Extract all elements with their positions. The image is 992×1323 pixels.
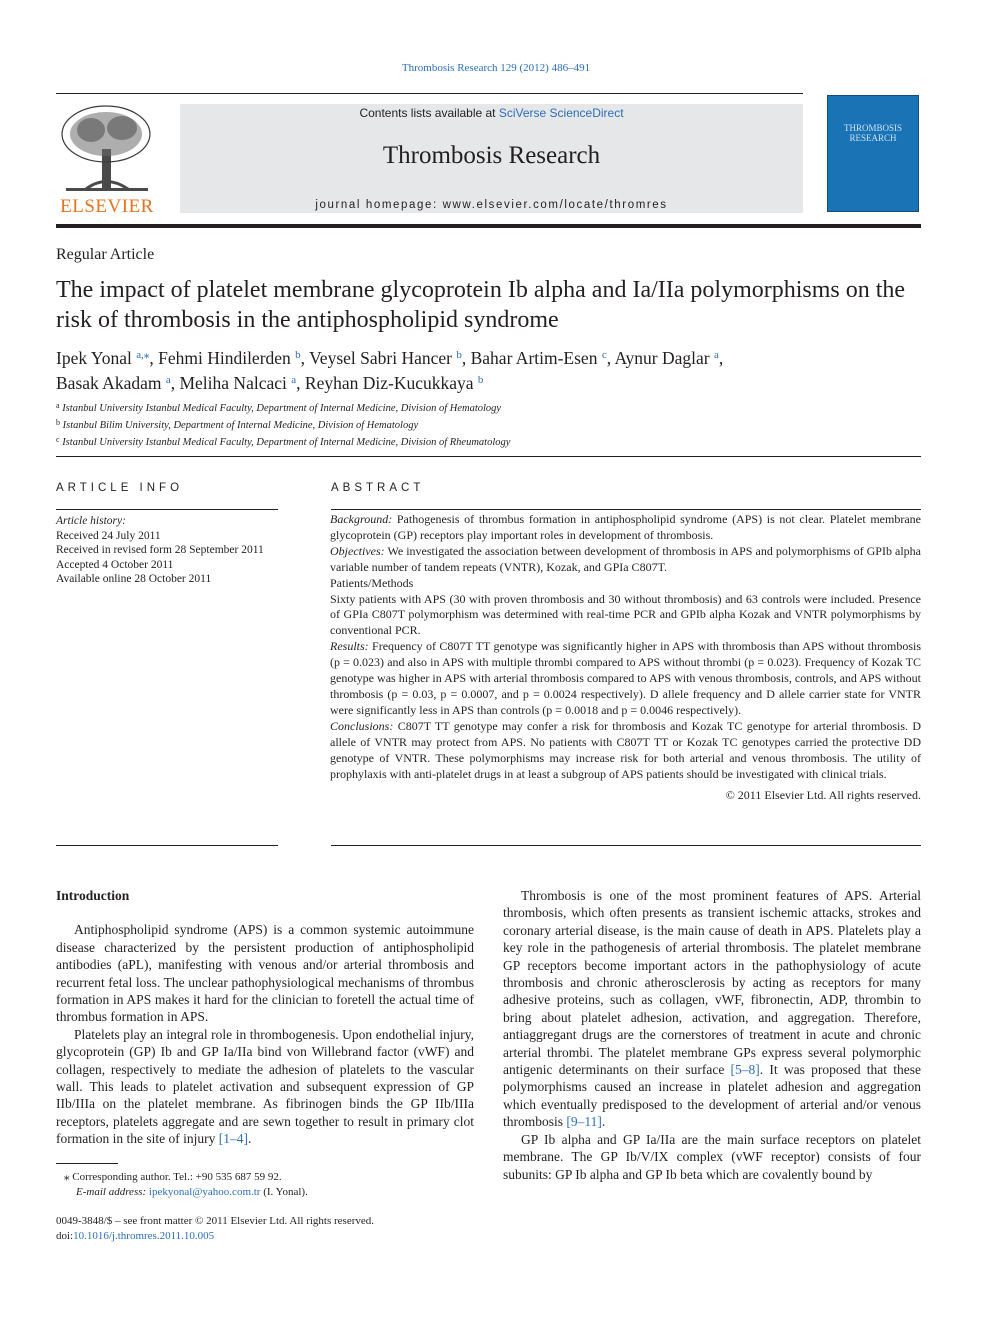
email-label: E-mail address: xyxy=(76,1186,147,1198)
doi-line xyxy=(56,1229,374,1244)
contents-prefix: Contents lists available at xyxy=(359,106,499,120)
doi-link[interactable]: 10.1016/j.thromres.2011.10.005 xyxy=(73,1229,215,1242)
objectives-text: We investigated the association between development of thrombosis in APS and polymorphisms of GPIb alpha variable number of tandem repeats (VNTR), Kozak, and GPIa C807T. xyxy=(330,543,921,574)
journal-name: Thrombosis Research xyxy=(382,142,601,169)
author-list: Ipek Yonal $^{a,⁎}$, Fehmi Hindilerden $^b$, Veysel Sabri Hancer $^b$, Bahar Artim-Esen $^c$, Aynur Daglar $^a$, Basak Akadam $^a$, Meliha Nalcaci $^a$, Reyhan Diz-Kucukkaya $^b$ xyxy=(56,348,724,393)
email-link[interactable]: ipekyonal@yahoo.com.tr xyxy=(148,1186,261,1198)
conclusions-label: Conclusions: xyxy=(330,718,394,733)
affiliation: $^a$ Istanbul University Istanbul Medical Faculty, Department of Internal Medicine, Division of Hematology xyxy=(56,401,502,414)
affiliations xyxy=(56,399,921,450)
issn-line: 0049-3848/$ – see front matter © 2011 Elsevier Ltd. All rights reserved. xyxy=(56,1215,375,1227)
author-name: Meliha Nalcaci xyxy=(179,373,292,393)
email-suffix: (I. Yonal). xyxy=(260,1186,308,1198)
paragraph-text: Thrombosis is one of the most prominent features of APS. Arterial thrombosis, which often presents as transient ischemic attacks, strokes and coronary arterial disease, is the main cause of death in APS. Platelets play a key role in the pathogenesis of arterial thrombosis. The platelet membrane GP receptors become important actors in the pathophysiology of acute thrombosis and chronic atherosclerosis by acting as receptors for many adhesive proteins, such as collagen, vWF, fibronectin, ADP, thrombin to bring about platelet adhesion, activation, and aggregation. Therefore, antiaggregant drugs are the cornerstores of treatment in acute and chronic arterial thrombi. The platelet membrane GPs express several polymorphic antigenic determinants on their surface xyxy=(503,888,921,1078)
elsevier-wordmark: ELSEVIER xyxy=(60,196,154,217)
affiliation-mark: a xyxy=(56,401,60,410)
author-name: Ipek Yonal xyxy=(56,348,137,368)
journal-cover-image xyxy=(827,95,919,212)
divider xyxy=(331,845,921,846)
paragraph: Thrombosis is one of the most prominent features of APS. Arterial thrombosis, which often presents as transient ischemic attacks, strokes and coronary arterial disease, is the main cause of death in APS. Platelets play a key role in the pathogenesis of arterial thrombosis. The platelet membrane GP receptors become important actors in the pathophysiology of acute thrombosis and chronic atherosclerosis by acting as receptors for many adhesive proteins, such as collagen, vWF, fibronectin, ADP, thrombin to bring about platelet adhesion, activation, and aggregation. Therefore, antiaggregant drugs are the cornerstores of treatment in acute and chronic arterial thrombi. The platelet membrane GPs express several polymorphic antigenic determinants on their surface [5–8]. It was proposed that these polymorphisms caused an increase in platelet adhesion and aggregation which eventually predisposed to the development of arterial and/or venous thrombosis [9–11]. xyxy=(503,888,922,1130)
history-label: Article history: xyxy=(56,515,126,527)
author-affiliation-mark[interactable]: b xyxy=(295,349,301,361)
citation-link[interactable]: [9–11] xyxy=(566,1114,602,1130)
patients-label: Patients/Methods xyxy=(330,575,414,590)
author-affiliation-mark[interactable]: a,⁎ xyxy=(136,349,150,361)
header-thick-rule xyxy=(56,224,921,228)
citation-link[interactable]: [5–8] xyxy=(730,1062,760,1078)
body-right-column xyxy=(503,887,921,1183)
author-name: Aynur Daglar xyxy=(614,348,714,368)
author-name: Veysel Sabri Hancer xyxy=(309,348,457,368)
article-info-heading: ARTICLE INFO xyxy=(56,482,184,494)
footnotes xyxy=(56,1170,308,1200)
abstract-conclusions xyxy=(330,719,921,783)
author-affiliation-mark[interactable]: a xyxy=(714,349,719,361)
history-item: Received in revised form 28 September 2011 xyxy=(56,544,264,556)
results-text: Frequency of C807T TT genotype was significantly higher in APS with thrombosis than APS without thrombosis (p = 0.023) and also in APS with multiple thrombi compared to APS without thrombi (p = 0.023). Frequency of Kozak TC genotype was higher in APS with arterial thrombosis compared to APS with venous thrombosis, controls, and APS without thrombosis (p = 0.03, p = 0.0007, and p = 0.0024 respectively). D allele frequency and D allele carrier state for VNTR were significantly less in APS than controls (p = 0.0018 and p = 0.0046 respectively). xyxy=(330,639,922,717)
divider xyxy=(56,456,921,457)
abstract-objectives xyxy=(330,544,921,576)
divider xyxy=(56,509,278,510)
abstract-results xyxy=(330,639,921,719)
article-history xyxy=(56,514,264,587)
background-label: Background: xyxy=(330,512,393,526)
doi-label: doi: xyxy=(56,1229,74,1242)
divider xyxy=(56,845,278,846)
author-name: Reyhan Diz-Kucukkaya xyxy=(304,373,478,393)
paragraph: GP Ib alpha and GP Ia/IIa are the main surface receptors on platelet membrane. The GP Ib/V/IX complex (vWF receptor) consists of four subunits: GP Ib alpha and GP Ib beta which are covalently bound by xyxy=(503,1131,921,1182)
divider xyxy=(331,509,921,510)
author-affiliation-mark[interactable]: a xyxy=(165,374,171,386)
paragraph: Antiphospholipid syndrome (APS) is a common systemic autoimmune disease characterized by the persistent production of antiphospholipid antibodies (aPL), manifesting with venous and/or arterial thrombosis and recurrent fetal loss. The unclear pathophysiological mechanisms of thrombus formation in APS makes it hard for the clinician to foretell the actual time of thrombus formation in APS. xyxy=(56,922,474,1025)
history-item: Available online 28 October 2011 xyxy=(56,573,212,585)
abstract-heading: ABSTRACT xyxy=(331,482,425,494)
affiliation: $^c$ Istanbul University Istanbul Medical Faculty, Department of Internal Medicine, Division of Rheumatology xyxy=(56,435,511,448)
section-heading: Introduction xyxy=(56,888,130,903)
author-name: Bahar Artim-Esen xyxy=(470,348,602,368)
paragraph-text: . It was proposed that these polymorphisms caused an increase in platelet adhesion and aggregation which eventually predisposed to the development of arterial and/or venous thrombosis xyxy=(503,1062,922,1130)
conclusions-text: C807T TT genotype may confer a risk for thrombosis and Kozak TC genotype for arterial thrombosis. D allele of VNTR may protect from APS. No patients with C807T TT or Kozak TC genotypes carried the protective DD genotype of VNTR. These polymorphisms may increase risk for both arterial and venous thrombosis. The utility of prophylaxis with anti-platelet drugs in at least a subgroup of APS patients should be investigated with clinical trials. xyxy=(330,718,922,781)
homepage-url[interactable]: www.elsevier.com/locate/thromres xyxy=(442,199,668,211)
author-affiliation-mark[interactable]: b xyxy=(477,374,484,386)
journal-homepage xyxy=(180,199,803,211)
header-rule xyxy=(56,93,803,94)
author-name: Basak Akadam xyxy=(56,373,166,393)
contents-line xyxy=(180,106,803,120)
history-item: Received 24 July 2011 xyxy=(56,529,161,542)
patients-text: Sixty patients with APS (30 with proven thrombosis and 30 without thrombosis) and 63 controls were included. Presence of GPIa C807T polymorphism was determined with real-time PCR and GPIb alpha Kozak and VNTR polymorphisms by conventional PCR. xyxy=(330,591,921,638)
body-left-column xyxy=(56,887,474,1148)
results-label: Results: xyxy=(330,639,369,654)
abstract-body xyxy=(330,512,921,804)
sciencedirect-link[interactable]: SciVerse ScienceDirect xyxy=(498,106,624,120)
citation-link[interactable]: [1–4] xyxy=(218,1131,248,1147)
paragraph-text: Platelets play an integral role in thrombogenesis. Upon endothelial injury, glycoprotein (GP) Ib and GP Ia/IIa bind von Willebrand factor (vWF) and collagen, respectively to mediate the adhesion of platelets to the vascular wall. This leads to platelet activation and subsequent expression of GP IIb/IIIa on the platelet membrane. As fibrinogen binds the GP IIb/IIIa receptors, platelets aggregate and are sewn together to result in primary clot formation in the site of injury xyxy=(56,1026,474,1147)
author-name: Fehmi Hindilerden xyxy=(158,348,296,368)
journal-citation[interactable]: Thrombosis Research 129 (2012) 486–491 xyxy=(401,62,591,74)
history-item: Accepted 4 October 2011 xyxy=(56,558,174,571)
homepage-prefix: journal homepage: xyxy=(315,199,443,211)
paragraph: Platelets play an integral role in thrombogenesis. Upon endothelial injury, glycoprotein (GP) Ib and GP Ia/IIa bind von Willebrand factor (vWF) and collagen, respectively to mediate the adhesion of platelets to the vascular wall. This leads to platelet activation and subsequent expression of GP IIb/IIIa on the platelet membrane. As fibrinogen binds the GP IIb/IIIa receptors, platelets aggregate and are sewn together to result in primary clot formation in the site of injury [1–4]. xyxy=(56,1026,474,1147)
article-title: The impact of platelet membrane glycoprotein Ib alpha and Ia/IIa polymorphisms on the risk of thrombosis in the antiphospholipid syndrome xyxy=(56,277,906,333)
author-affiliation-mark[interactable]: c xyxy=(601,349,607,361)
abstract-copyright: © 2011 Elsevier Ltd. All rights reserved. xyxy=(725,788,921,803)
affiliation-mark: b xyxy=(56,418,60,427)
article-type: Regular Article xyxy=(56,246,155,263)
abstract-background xyxy=(330,512,921,544)
email-line xyxy=(56,1185,308,1200)
author-affiliation-mark[interactable]: a xyxy=(291,374,297,386)
front-matter xyxy=(56,1214,374,1243)
corresponding-author: ⁎ Corresponding author. Tel.: +90 535 687 59 92. xyxy=(64,1171,282,1183)
author-affiliation-mark[interactable]: b xyxy=(456,349,462,361)
affiliation: $^b$ Istanbul Bilim University, Department of Internal Medicine, Division of Hematology xyxy=(56,418,419,431)
cover-title: THROMBOSIS RESEARCH xyxy=(843,123,902,143)
footnote-rule xyxy=(56,1163,118,1164)
objectives-label: Objectives: xyxy=(330,543,385,558)
background-text: Pathogenesis of thrombus formation in antiphospholipid syndrome (APS) is not clear. Platelet membrane glycoprotein (GP) receptors play important roles in development of thrombosis. xyxy=(330,512,921,542)
affiliation-mark: c xyxy=(56,435,60,444)
